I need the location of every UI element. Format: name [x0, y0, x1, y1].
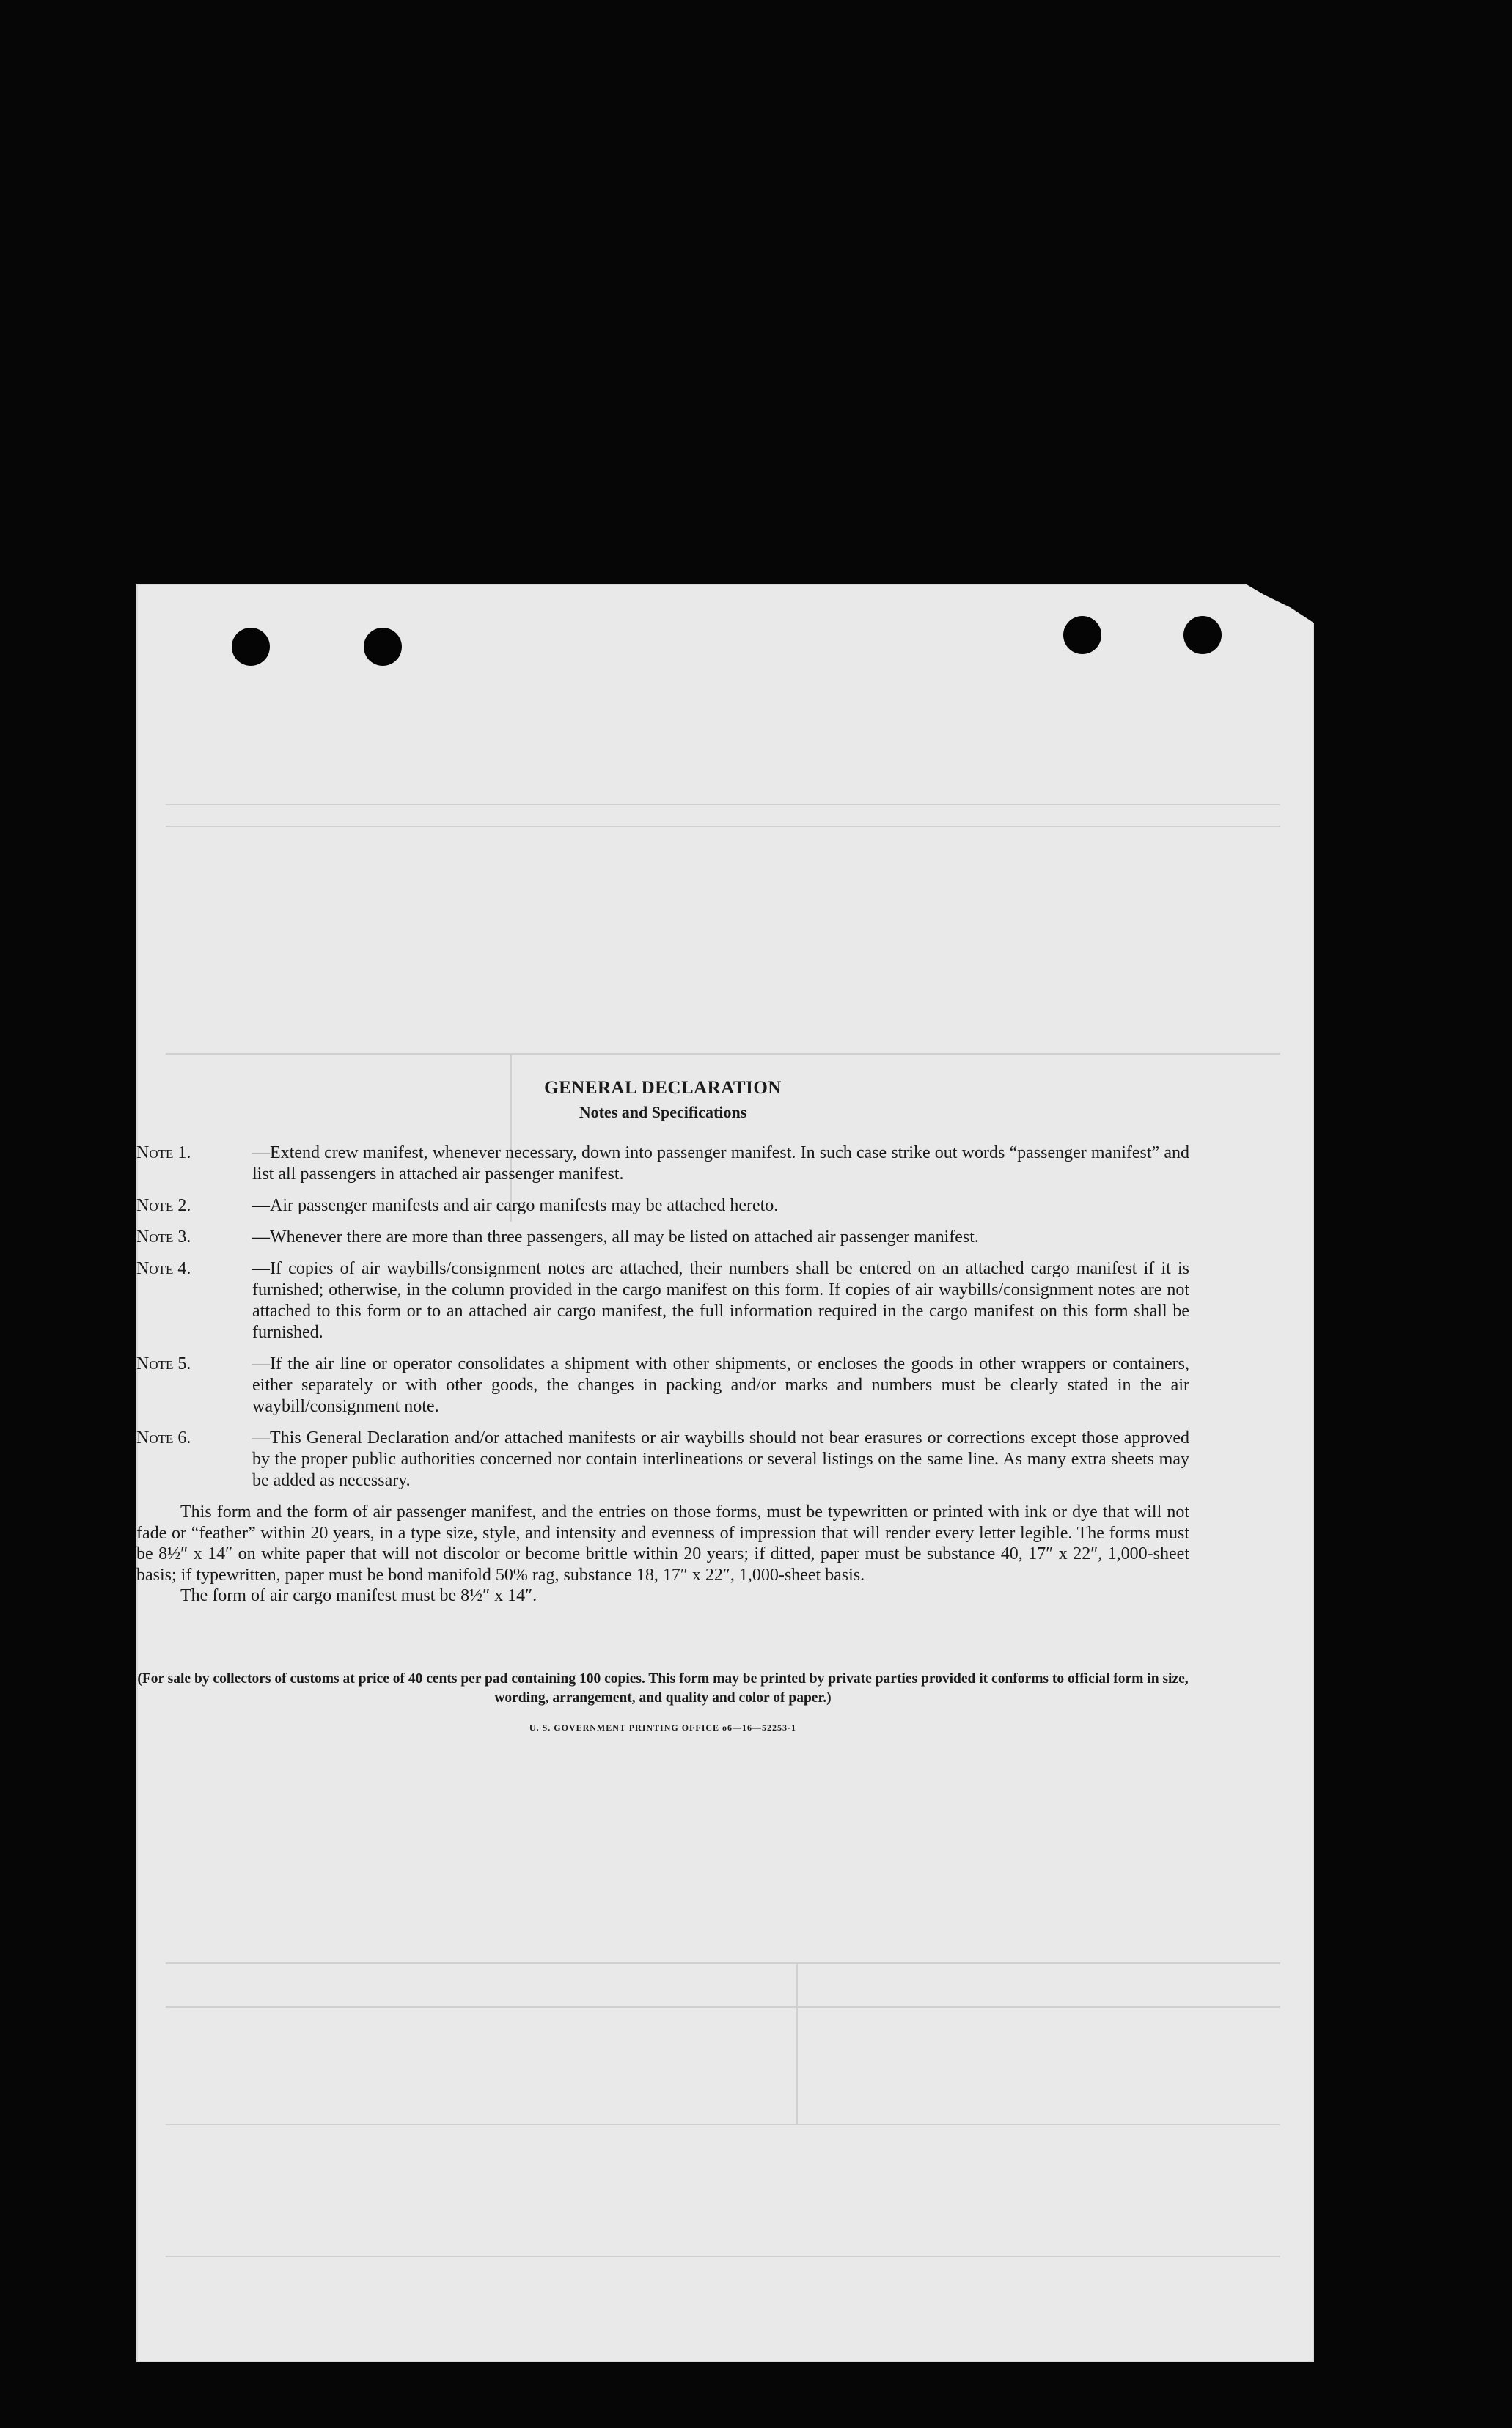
- note-text: —If the air line or operator consolidates a shipment with other shipments, or encloses the goods in other wrappers or containers, either separately or with other goods, the changes in packing and/or marks and numbers must be clearly stated in the air waybill/consignment note.: [252, 1354, 1189, 1416]
- declaration-body: [136, 1078, 1189, 1734]
- bleed-line: [166, 826, 1280, 827]
- bleed-line: [166, 2124, 1280, 2125]
- note-label: Note 1.: [136, 1143, 191, 1162]
- page-title: GENERAL DECLARATION: [544, 1078, 782, 1098]
- note-1: [136, 1143, 1189, 1185]
- bleed-line: [796, 1962, 798, 2124]
- note-2: [136, 1195, 1189, 1217]
- note-label: Note 5.: [136, 1354, 191, 1373]
- note-label: Note 3.: [136, 1228, 191, 1247]
- bleed-line: [166, 804, 1280, 805]
- note-4: [136, 1258, 1189, 1343]
- bleed-line: [166, 2256, 1280, 2257]
- note-text: —Extend crew manifest, whenever necessary, down into passenger manifest. In such case strike out words “passenger manifest” and list all passengers in attached air passenger manifest.: [252, 1143, 1189, 1184]
- torn-corner: [1238, 579, 1326, 631]
- bleed-line: [166, 1053, 1280, 1055]
- note-5: [136, 1354, 1189, 1417]
- punch-hole-1: [232, 628, 270, 666]
- note-text: —Air passenger manifests and air cargo manifests may be attached hereto.: [252, 1196, 779, 1215]
- note-3: [136, 1227, 1189, 1248]
- note-text: —Whenever there are more than three passengers, all may be listed on attached air passenger manifest.: [252, 1228, 979, 1247]
- bleed-line: [166, 2006, 1280, 2008]
- note-label: Note 2.: [136, 1196, 191, 1215]
- cargo-specification-paragraph: The form of air cargo manifest must be 8½″ x 14″.: [180, 1586, 537, 1605]
- note-text: —This General Declaration and/or attached manifests or air waybills should not bear erasures or corrections except those approved by the proper public authorities concerned nor contain interlineations or several listings on the same line. As many extra sheets may be added as necessary.: [252, 1428, 1189, 1490]
- form-specification-paragraph: This form and the form of air passenger manifest, and the entries on those forms, must be typewritten or printed with ink or dye that will not fade or “feather” within 20 years, in a type size, style, and intensity and evenness of impression that will render every letter legible. The forms must be 8½″ x 14″ on white paper that will not discolor or become brittle within 20 years; if ditted, paper must be substance 40, 17″ x 22″, 1,000-sheet basis; if typewritten, paper must be bond manifold 50% rag, substance 18, 17″ x 22″, 1,000-sheet basis.: [136, 1503, 1189, 1585]
- note-label: Note 6.: [136, 1428, 191, 1448]
- notes-list: [136, 1143, 1189, 1492]
- punch-hole-2: [364, 628, 402, 666]
- note-label: Note 4.: [136, 1259, 191, 1278]
- punch-hole-3: [1063, 616, 1101, 654]
- printing-office-line: U. S. GOVERNMENT PRINTING OFFICE o6—16—52253-1: [529, 1722, 797, 1733]
- bleed-line: [166, 1962, 1280, 1964]
- note-6: [136, 1428, 1189, 1492]
- page-subtitle: Notes and Specifications: [579, 1103, 747, 1121]
- note-text: —If copies of air waybills/consignment notes are attached, their numbers shall be entered on an attached cargo manifest if it is furnished; otherwise, in the column provided in the cargo manifest on this form. If copies of air waybills/consignment notes are not attached to this form or to an attached air cargo manifest, the full information required in the cargo manifest on this form shall be furnished.: [252, 1259, 1189, 1342]
- sale-notice: (For sale by collectors of customs at price of 40 cents per pad containing 100 copies. This form may be printed by private parties provided it conforms to official form in size, wording, arrangement, and quality and color of paper.): [137, 1670, 1189, 1706]
- punch-hole-4: [1183, 616, 1222, 654]
